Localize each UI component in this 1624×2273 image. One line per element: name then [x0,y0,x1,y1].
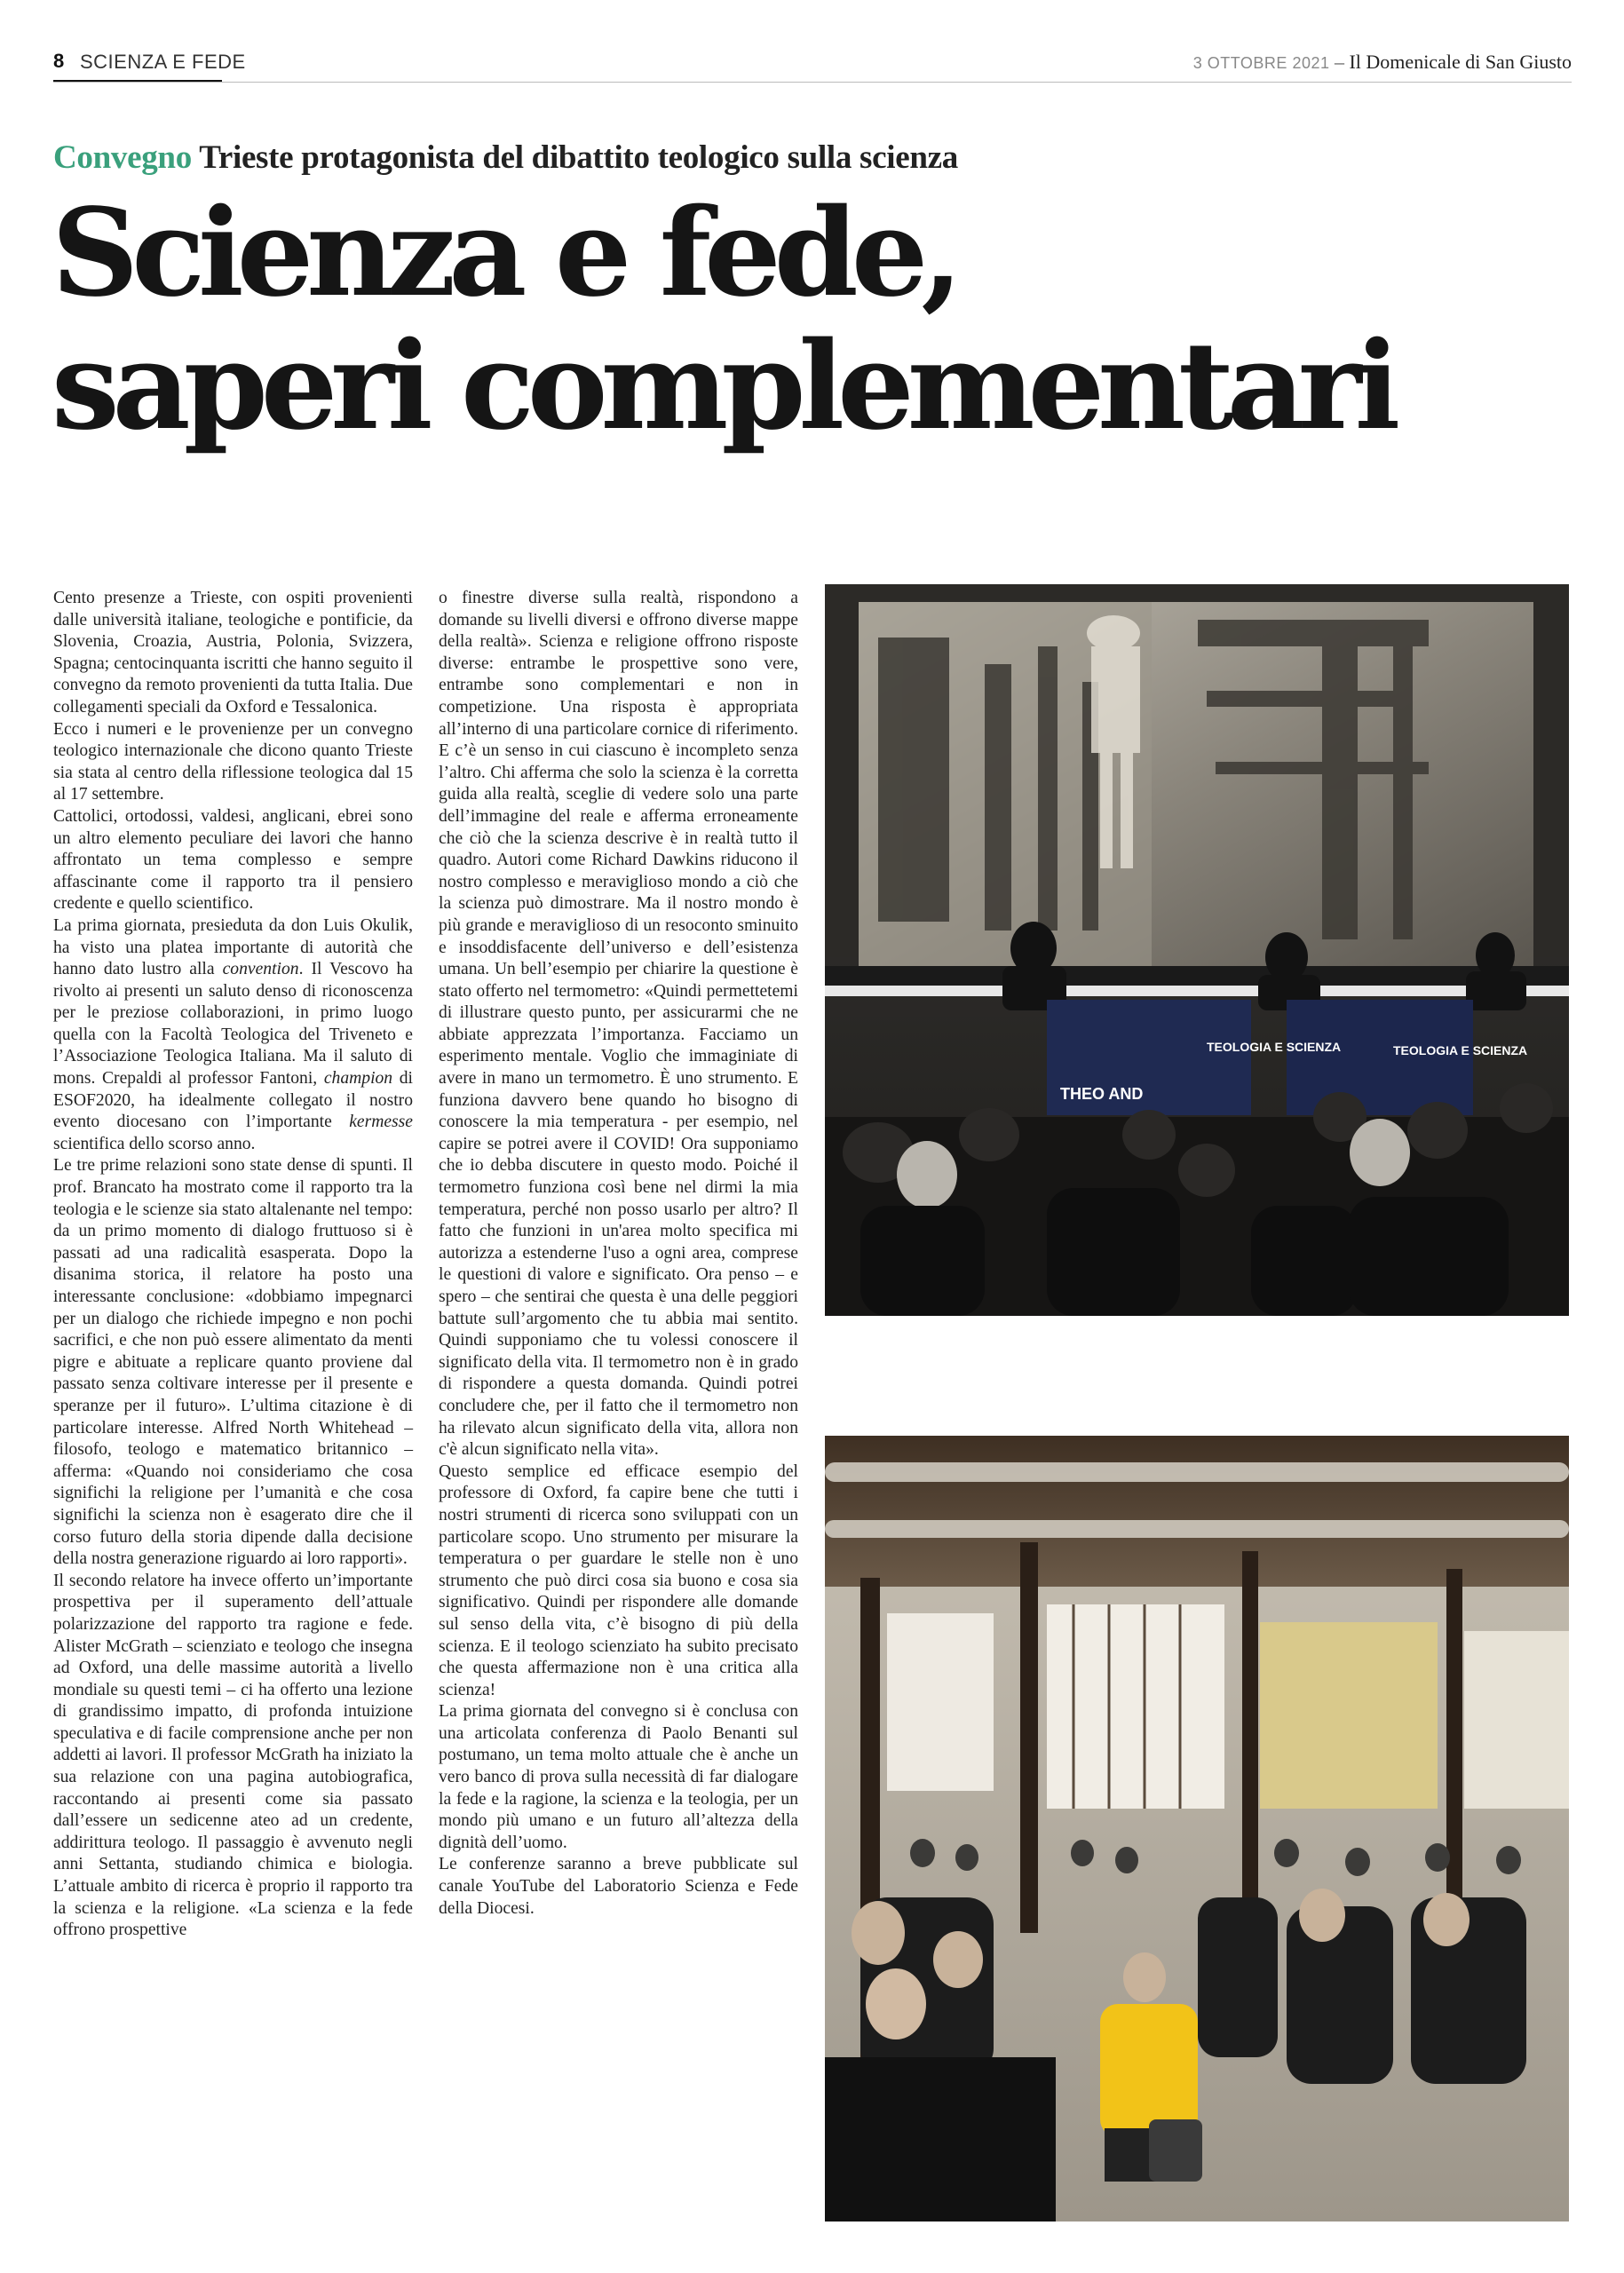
text-run: La prima giornata, presieduta da don Luis Okulik, ha visto una platea importante di autorità che hanno dato lustro alla [53,915,413,979]
article-column-1 [53,588,413,1942]
text-run: . Il Vescovo ha rivolto ai presenti un saluto denso di riconoscenza per le preziose collaborazioni, in primo luogo quella con la Facoltà Teologica del Triveneto e l’Associazione Teologica Italiana. Ma il saluto di mons. Crepaldi al professor Fantoni, [53,960,413,1089]
conference-photo-speakers-image [825,584,1569,1316]
header-separator: – [1334,51,1344,73]
kicker-label: Convegno [53,139,192,176]
section-name: SCIENZA E FEDE [80,51,246,73]
paragraph: Ecco i numeri e le provenienze per un convegno teologico internazionale che dicono quanto Trieste sia stata al centro della riflessione teologica dal 15 al 17 settembre. [53,719,413,804]
text-run: scientifica dello scorso anno. [53,1134,256,1153]
paragraph: o finestre diverse sulla realtà, rispondono a domande su livelli diversi e offrono diverse mappe della realtà». Scienza e religione offrono risposte diverse: entrambe le prospettive sono vere, entrambe sono complementari e non in competizione. Una risposta è appropriata all’interno di una particolare cornice di riferimento. E c’è un senso in cui ciascuno è incompleto senza l’altro. Chi afferma che solo la scienza è la corretta guida alla realtà, sceglie di vedere solo una parte dell’immagine del reale e afferma erroneamente che ciò che la scienza descrive è in realtà tutto il quadro. Autori come Richard Dawkins riducono il nostro complesso e meraviglioso mondo a ciò che la scienza può dimostrare. Ma il nostro mondo è più grande e meraviglioso di un resoconto sminuito e insoddisfacente dell’universo e dell’esistenza umana. Un bell’esempio per chiarire la questione è stato offerto nel termometro: «Quindi permettetemi di illustrare questo punto, per assicurarmi che ne abbiate apprezzata l’importanza. Facciamo un esperimento mentale. Voglio che immaginiate di avere in mano un termometro. È uno strumento. E funziona davvero bene quando ho bisogno di conoscere la mia temperatura - per esempio, nel capire se potrei avere il COVID! Ora supponiamo che io debba discutere in questo modo. Poiché il termometro funziona così bene nel dirmi la mia temperatura, perché non posso usarlo per altro? Il fatto che funzioni in un'area molto specifica mi autorizza a estenderne l'uso a ogni area, comprese le questioni di valore e significato. Ora penso – e spero – che sentirai che questa è una delle peggiori battute sull’argomento che tu abbia mai sentito. Quindi supponiamo che tu volessi conoscere il significato della vita. Il termometro non è in grado di rispondere a questa domanda. Quindi potrei concludere che, per il fatto che il termometro non ha rilevato alcun significato della vita, allora non c'è alcun significato nella vita». [439,589,798,1460]
headline-line-1: Scienza e fede, [51,182,956,324]
paragraph: La prima giornata del convegno si è conclusa con una articolata conferenza di Paolo Benanti sul postumano, un tema molto attuale che è anche un vero banco di prova sulla necessità di far dialogare la fede e la ragione, la scienza e la teologia, per un mondo più umano e un futuro all’altezza della dignità dell’uomo. [439,1702,798,1852]
conference-photo-audience [825,1436,1569,2222]
article-column-2 [439,588,798,1920]
headline-line-2: saperi complementari [51,315,1394,457]
paragraph: Il secondo relatore ha invece offerto un’importante prospettiva per il superamento dell’attuale polarizzazione del rapporto tra ragione e fede. Alister McGrath – scienziato e teologo che insegna ad Oxford, una delle massime autorità a livello mondiale su questi temi – ci ha offerto una lezione di grandissimo impatto, di profonda intuizione speculativa e di facile comprensione anche per non addetti ai lavori. Il professor McGrath ha iniziato la sua relazione con una pagina autobiografica, raccontando ai presenti come sia passato dall’essere un sedicenne ateo ad un credente, addirittura teologo. Il passaggio è avvenuto negli anni Settanta, studiando chimica e biologia. L’attuale ambito di ricerca è proprio il rapporto tra la scienza e la religione. «La scienza e la fede offrono prospettive [53,1571,413,1940]
paragraph: Questo semplice ed efficace esempio del professore di Oxford, fa capire bene che tutti i nostri strumenti di ricerca sono sviluppati con un particolare scopo. Uno strumento per misurare la temperatura o per guardare le stelle non è uno strumento che può dirci cosa sia buono e cosa sia significativo. Quindi per rispondere alle domande sul senso della vita, c’è bisogno di più della scienza. E il teologo scienziato ha subito precisato che questa affermazione non è una critica alla scienza! [439,1461,798,1699]
italic-term: kermesse [349,1113,413,1132]
paragraph: Le conferenze saranno a breve pubblicate sul canale YouTube del Laboratorio Scienza e Fede della Diocesi. [439,1855,798,1918]
italic-term: champion [323,1069,393,1089]
poster-text-left: THEO AND [1060,1085,1144,1103]
header-issue-info [1193,51,1572,74]
paragraph: Cattolici, ortodossi, valdesi, anglicani, ebrei sono un altro elemento peculiare dei lavori che hanno affrontato un tema complesso e sempre affascinante come il rapporto tra il pensiero credente e quello scientifico. [53,806,413,914]
conference-photo-speakers [825,584,1569,1316]
issue-date: 3 OTTOBRE 2021 [1192,54,1330,72]
poster-text-right: TEOLOGIA E SCIENZA [1393,1043,1528,1057]
page-header [53,46,1572,82]
header-rule [53,82,1572,83]
kicker [53,139,958,177]
poster-text-center: TEOLOGIA E SCIENZA [1207,1040,1342,1054]
page-number: 8 [53,50,65,72]
italic-term: convention [222,960,299,979]
paragraph: Cento presenze a Trieste, con ospiti provenienti dalle università italiane, teologiche e pontificie, da Slovenia, Croazia, Austria, Polonia, Svizzera, Spagna; centocinquanta iscritti che hanno seguito il convegno da remoto provenienti da tutta Italia. Due collegamenti speciali da Oxford e Tessalonica. [53,589,413,717]
headline [51,182,1579,457]
text-run: di ESOF2020, ha idealmente collegato il nostro evento diocesano con l’importante [53,1069,413,1132]
paragraph [53,915,413,1156]
conference-photo-audience-image [825,1436,1569,2222]
kicker-text: Trieste protagonista del dibattito teologico sulla scienza [199,139,958,176]
newspaper-name: Il Domenicale di San Giusto [1349,51,1572,73]
paragraph: Le tre prime relazioni sono state dense di spunti. Il prof. Brancato ha mostrato come il rapporto tra la teologia e le scienze sia stato altalenante nel tempo: da un primo momento di dialogo fruttuoso si è passati ad una radicalità esasperata. Dopo la disanima storica, il relatore ha posto una interessante conclusione: «dobbiamo impegnarci per un dialogo che richiede impegno e non pochi sacrifici, e che non può essere alimentato da menti pigre e abituate a replicare quanto proviene dal passato senza coltivare interesse per il presente e speranze per il futuro». L’ultima citazione è di particolare interesse. Alfred North Whitehead – filosofo, teologo e matematico britannico – afferma: «Quando noi consideriamo che cosa significhi la religione per l’umanità e che cosa significhi la scienza non è esagerato dire che il corso futuro della storia dipende dalla decisione della nostra generazione riguardo ai loro rapporti». [53,1156,413,1569]
